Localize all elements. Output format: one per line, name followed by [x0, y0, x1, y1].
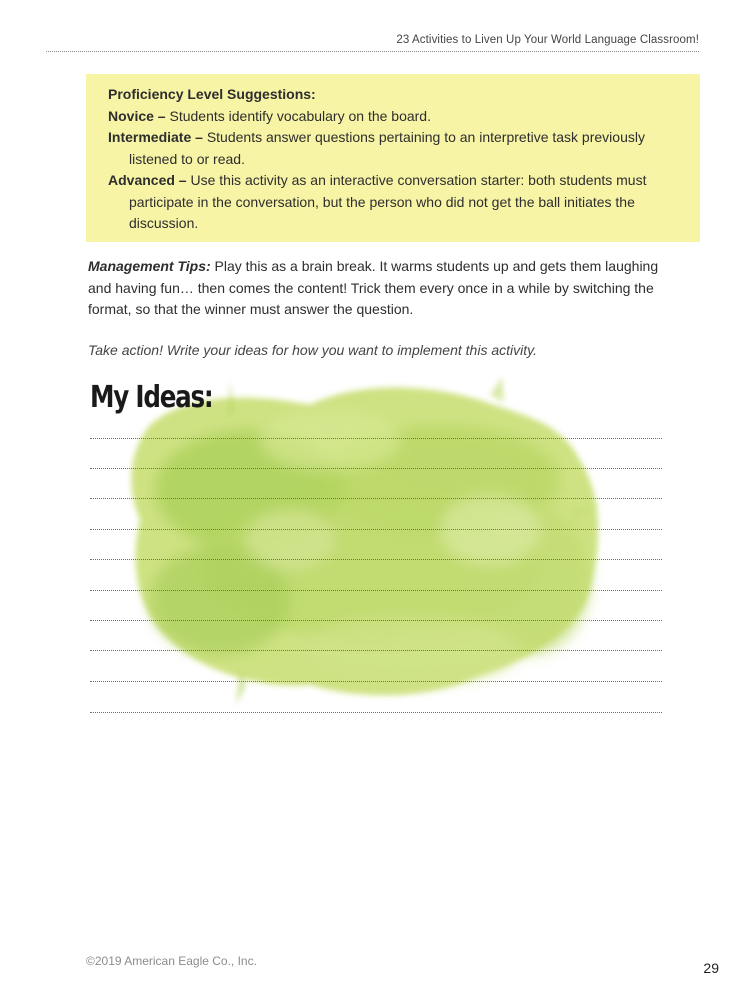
- writing-line[interactable]: [90, 468, 662, 469]
- header-divider: [46, 51, 699, 52]
- level-text: Students identify vocabulary on the board.: [165, 107, 431, 124]
- writing-line[interactable]: [90, 559, 662, 560]
- management-tips: [88, 256, 673, 321]
- writing-line[interactable]: [90, 529, 662, 530]
- writing-line[interactable]: [90, 650, 662, 651]
- level-label: Advanced –: [108, 172, 187, 188]
- level-text: Students answer questions pertaining to an interpretive task previously listened to or read.: [129, 129, 645, 167]
- level-advanced: [108, 170, 674, 235]
- level-intermediate: [108, 127, 674, 170]
- watercolor-splash-image: [110, 370, 630, 720]
- writing-line[interactable]: [90, 681, 662, 682]
- callout-title: Proficiency Level Suggestions:: [108, 86, 316, 102]
- level-text: Use this activity as an interactive conversation starter: both students must participate in the conversation, but the person who did not get the ball initiates the discussion.: [129, 172, 647, 231]
- action-prompt: Take action! Write your ideas for how you want to implement this activity.: [88, 342, 537, 358]
- management-label: Management Tips:: [88, 258, 211, 274]
- level-label: Novice –: [108, 107, 166, 124]
- writing-line[interactable]: [90, 620, 662, 621]
- writing-line[interactable]: [90, 712, 662, 713]
- writing-line[interactable]: [90, 498, 662, 499]
- my-ideas-heading: My Ideas:: [90, 380, 213, 415]
- copyright-notice: ©2019 American Eagle Co., Inc.: [86, 954, 257, 968]
- level-label: Intermediate –: [108, 129, 203, 145]
- writing-line[interactable]: [90, 590, 662, 591]
- writing-line[interactable]: [90, 438, 662, 439]
- management-text: Play this as a brain break. It warms students up and gets them laughing and having fun… then comes the content! Trick them every once in a while by switching the format, so that the winner must answer the question.: [88, 258, 659, 317]
- page-number: 29: [703, 960, 719, 976]
- proficiency-callout: [86, 74, 700, 242]
- level-novice: [108, 106, 674, 128]
- running-header: 23 Activities to Liven Up Your World Language Classroom!: [396, 34, 699, 46]
